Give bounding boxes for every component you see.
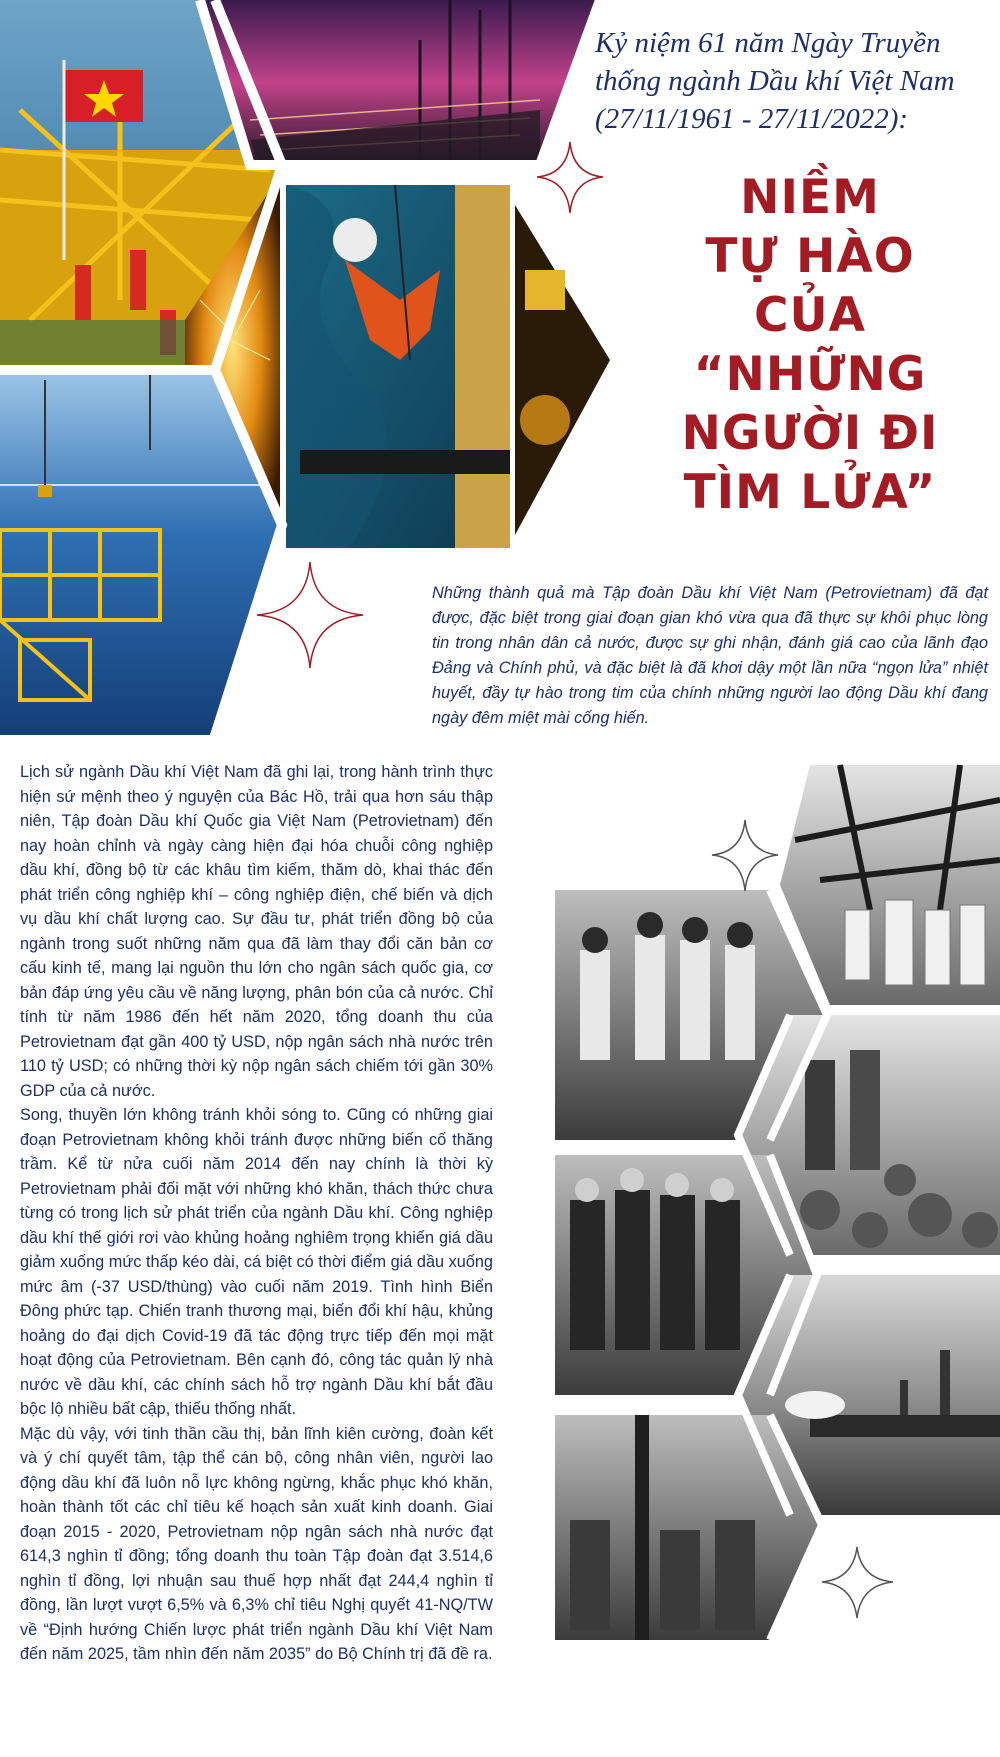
headline-line: TỰ HÀO [705, 229, 915, 284]
article-body [20, 760, 493, 1667]
intro-paragraph: Những thành quả mà Tập đoàn Dầu khí Việt Nam (Petrovietnam) đã đạt được, đặc biệt trong giai đoạn gian khó vừa qua đã thực sự khôi phục lòng tin trong nhân dân cả nước, được sự ghi nhận, đánh giá cao của lãnh đạo Đảng và Chính phủ, và đặc biệt là đã khơi dậy một lần nữa “ngọn lửa” nhiệt huyết, đầy tự hào trong tim của chính những người lao động Dầu khí đang ngày đêm miệt mài cống hiến. [432, 584, 988, 727]
headline-line: TÌM LỬA” [683, 465, 937, 520]
sparkle-icon [820, 1545, 895, 1620]
sparkle-icon [255, 560, 365, 670]
headline-line: NIỀM [740, 170, 880, 225]
headline-line: “NHỮNG [693, 347, 927, 402]
headline [640, 168, 980, 522]
sparkle-icon [535, 140, 605, 215]
historical-photo-collage [540, 760, 1000, 1750]
subtitle: Kỷ niệm 61 năm Ngày Truyền thống ngành Dầu khí Việt Nam (27/11/1961 - 27/11/2022): [595, 27, 955, 135]
offshore-climber-photo [286, 185, 510, 548]
night-plant-photo [515, 205, 610, 535]
headline-line: NGƯỜI ĐI [681, 406, 939, 461]
sparkle-icon [710, 818, 780, 893]
historic-drilling-crew-photo [555, 1415, 820, 1640]
body-paragraph: Song, thuyền lớn không tránh khỏi sóng to. Cũng có những giai đoạn Petrovietnam không khỏi tránh được những biến cố thăng trầm. Kể từ nửa cuối năm 2014 đến nay chính là thời kỳ Petrovietnam phải đối mặt với những khó khăn, thách thức chưa từng có trong lịch sử phát triển của ngành Dầu khí. Công nghiệp dầu khí thế giới rơi vào khủng hoảng nghiêm trọng khiến giá dầu giảm xuống mức thấp kéo dài, cá biệt có thời điểm giá dầu xuống mức âm (-37 USD/thùng) vào cuối năm 2019. Tình hình Biển Đông phức tạp. Chiến tranh thương mại, biến đổi khí hậu, khủng hoảng do đại dịch Covid-19 đã tác động trực tiếp đến mọi mặt hoạt động của Petrovietnam. Bên cạnh đó, công tác quản lý nhà nước về dầu khí, các chính sách hỗ trợ ngành Dầu khí bắt đầu bộc lộ nhiều bất cập, thiếu thống nhất. [20, 1106, 493, 1418]
historic-steel-frame-photo [780, 765, 1000, 1005]
headline-line: CỦA [753, 288, 867, 343]
body-paragraph: Lịch sử ngành Dầu khí Việt Nam đã ghi lại, trong hành trình thực hiện sứ mệnh theo ý nguyện của Bác Hồ, trải qua hơn sáu thập niên, Tập đoàn Dầu khí Quốc gia Việt Nam (Petrovietnam) đến nay hoàn chỉnh và ngày càng hiện đại hóa chuỗi công nghiệp dầu khí, đồng bộ từ các khâu tìm kiếm, thăm dò, khai thác đến phát triển công nghiệp khí – công nghiệp điện, chế biến và dịch vụ dầu khí chất lượng cao. Sự đầu tư, phát triển đồng bộ của ngành trong suốt những năm qua đã làm thay đổi căn bản cơ cấu kinh tế, mang lại nguồn thu lớn cho ngân sách quốc gia, cơ bản đáp ứng yêu cầu về năng lượng, phân bón của cả nước. Chỉ tính từ năm 1986 đến hết năm 2020, tổng doanh thu của Petrovietnam đạt gần 400 tỷ USD, nộp ngân sách nhà nước trên 110 tỷ USD; có những thời kỳ nộp ngân sách chiếm tới gần 30% GDP của cả nước. [20, 763, 493, 1100]
body-paragraph: Mặc dù vậy, với tinh thần cầu thị, bản lĩnh kiên cường, đoàn kết và ý chí quyết tâm, tập thể cán bộ, công nhân viên, người lao động dầu khí đã luôn nỗ lực không ngừng, khắc phục khó khăn, hoàn thành tốt các chỉ tiêu kế hoạch sản xuất kinh doanh. Giai đoạn 2015 - 2020, Petrovietnam nộp ngân sách nhà nước đạt 614,3 nghìn tỉ đồng; tổng doanh thu toàn Tập đoàn đạt 3.514,6 nghìn tỉ đồng, lợi nhuận sau thuế hợp nhất đạt 244,4 nghìn tỉ đồng, lần lượt vượt 6,5% và 6,3% chỉ tiêu Nghị quyết 41-NQ/TW về “Định hướng Chiến lược phát triển ngành Dầu khí Việt Nam đến năm 2025, tầm nhìn đến năm 2035” do Bộ Chính trị đã đề ra. [20, 1424, 493, 1663]
